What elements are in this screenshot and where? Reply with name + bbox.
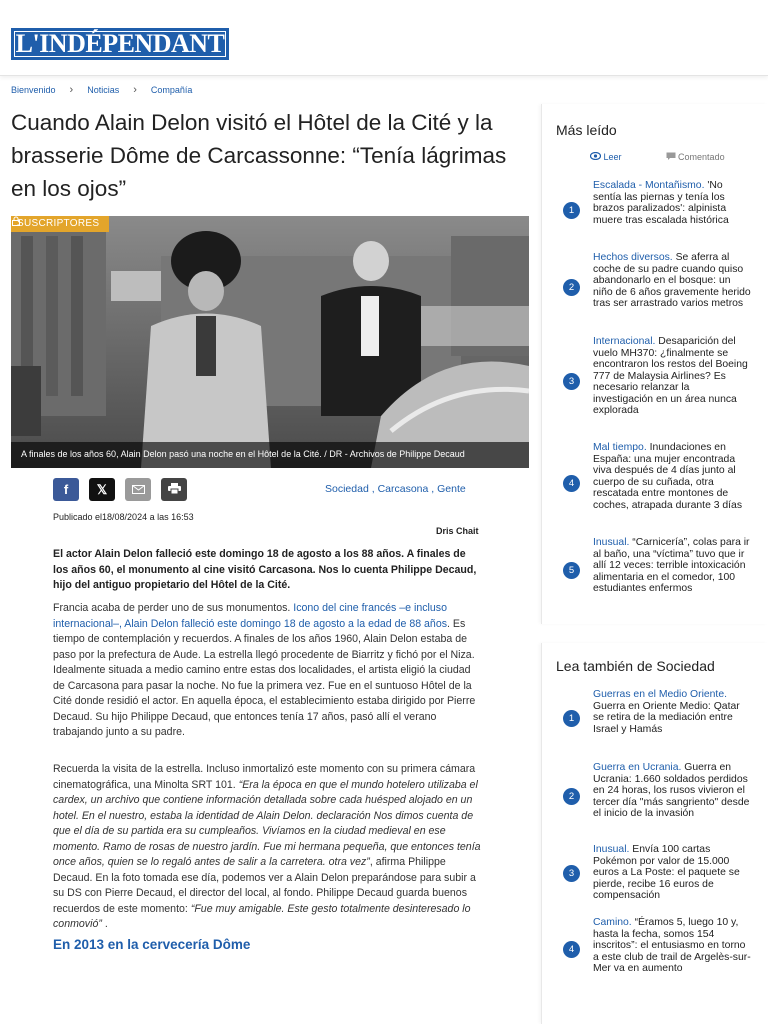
rank-badge: 4 — [563, 941, 580, 958]
item-text: Envía 100 cartas Pokémon por valor de 15.000 euros a La Poste: el paquete se pierde, recibe 16 euros de compensación — [593, 844, 740, 901]
quote-text: “Era la época en que el mundo hotelero utilizaba el cardex, un archivo que contiene información detallada sobre cada huésped alojado en un hotel. En el nuestro, estaba la identidad de Alain Delon. declaración Nos dimos cuenta de que el día de su partida era su cumpleaños. Vivíamos en la ciudad medieval en ese momento. Ramo de rosas de nuestro jardín. Fue mi hermana pequeña, que entonces tenía once años, quien se lo regaló antes de salir a la carretera. otra vez” — [53, 778, 481, 868]
tag-carcassonne[interactable]: Carcasona — [377, 483, 429, 495]
paragraph-text: . Es tiempo de contemplación y recuerdos. A finales de los años 1960, Alain Delon estaba de paso por la prefectura de Aude. La estrella llegó procedente de Biarritz y fichó por el Niza. Idealmente situada a medio camino entre estas dos localidades, el artista eligió la ciudad de Carcasona para pasar la noche. No fue la primera vez. Fue en el suntuoso Hôtel de la Cité donde residió el actor. En aquella época, el establecimiento estaba dirigido por Pierre Decaud. Su hijo Philippe Decaud, que entonces tenía 17 años, pasó allí el verano trabajando junto a su padre. — [53, 617, 476, 738]
article-lead: El actor Alain Delon falleció este domingo 18 de agosto a los 88 años. A finales de los años 60, el monumento al cine visitó Carcasona. Nos lo cuenta Philippe Decaud, hijo del antiguo propietario del Hôtel de la Cité. — [53, 548, 477, 591]
item-category: Inusual. — [593, 844, 630, 855]
x-share-button[interactable] — [89, 478, 115, 501]
item-category: Guerra en Ucrania. — [593, 762, 682, 773]
item-text: “Éramos 5, luego 10 y, hasta la fecha, somos 154 inscritos”: el entusiasmo en torno a este club de trail de Argelès-sur-Mer va en aumento — [593, 917, 751, 974]
rank-badge: 1 — [563, 710, 580, 727]
item-category: Guerras en el Medio Oriente. — [593, 689, 727, 700]
subscribers-badge — [11, 216, 109, 232]
rank-badge: 2 — [563, 279, 580, 296]
item-category: Hechos diversos. — [593, 252, 673, 263]
share-bar — [53, 478, 187, 501]
facebook-share-button[interactable] — [53, 478, 79, 501]
item-category: Camino. — [593, 917, 632, 928]
inline-link-death[interactable]: Icono del cine francés –e incluso internacional–, Alain Delon falleció este domingo 18 de agosto a la edad de 88 años — [53, 602, 448, 630]
mail-icon — [132, 482, 145, 497]
paragraph-text: Francia acaba de perder uno de sus monumentos. — [53, 602, 291, 614]
article-paragraph-2 — [53, 762, 485, 933]
item-text: Se aferra al coche de su padre cuando quiso abandonarlo en el bosque: un niño de 6 años gravemente herido tras ser arrastrado varios metros — [593, 252, 751, 309]
item-category: Escalada - Montañismo. — [593, 180, 705, 191]
paragraph-text: , afirma Philippe Decaud. En la foto tomada ese día, podemos ver a Alain Delon preparándose para subir a su DS con Pierre Decaud, el director del local, al fondo. Philippe Decaud guarda buenos recuerdos de este momento: — [53, 856, 476, 915]
chevron-right-icon: › — [69, 84, 74, 96]
most-read-panel — [541, 104, 768, 624]
tab-commented-label: Comentado — [678, 152, 725, 162]
comment-icon — [666, 152, 676, 160]
item-category: Mal tiempo. — [593, 442, 647, 453]
chevron-right-icon: › — [133, 84, 137, 96]
site-header — [0, 0, 768, 76]
item-text: “Carnicería”, colas para ir al baño, una “víctima” tuvo que ir allí 12 veces: terrible intoxicación alimentaria en el comedor, 100 estudiantes enfermos — [593, 537, 750, 594]
eye-icon — [590, 152, 601, 160]
rank-badge: 3 — [563, 373, 580, 390]
printer-icon — [168, 482, 181, 497]
paragraph-text: . — [104, 918, 108, 930]
item-text: Guerra en Ucrania: 1.660 soldados perdidos en 24 horas, los rusos vivieron el tercer día "más sangriento" desde el inicio de la invasión — [593, 762, 750, 819]
also-read-title: Lea también de Sociedad — [556, 658, 715, 674]
publish-date: Publicado el18/08/2024 a las 16:53 — [53, 512, 194, 522]
tab-read-label: Leer — [603, 152, 622, 162]
article-tags: Sociedad , Carcasona , Gente — [325, 483, 466, 495]
item-text: Inundaciones en España: una mujer encontrada viva después de 4 días junto al cuerpo de su cuñada, otra rescatada entre montones de coches, atrapada durante 3 días — [593, 442, 743, 511]
rank-badge: 4 — [563, 475, 580, 492]
paragraph-text: Recuerda la visita de la estrella. Incluso inmortalizó este momento con su primera cámara cinematográfica, una Minolta SRT 101. — [53, 763, 476, 791]
rank-badge: 3 — [563, 865, 580, 882]
most-read-tabs — [590, 152, 725, 162]
subscribers-label: SUSCRIPTORES — [17, 218, 100, 229]
facebook-icon: f — [63, 482, 69, 497]
photo-illustration — [11, 216, 529, 468]
most-read-title: Más leído — [556, 122, 617, 138]
item-text: 'No sentía las piernas y tenía los brazos paralizados': alpinista muere tras escalada histórica — [593, 180, 729, 226]
quote-text: “Fue muy amigable. Este gesto totalmente desinteresado lo conmovió” — [53, 902, 471, 930]
item-text: Guerra en Oriente Medio: Qatar se retira de la mediación entre Israel y Hamás — [593, 700, 740, 735]
print-button[interactable] — [161, 478, 187, 501]
tab-read[interactable] — [590, 152, 622, 162]
item-category: Internacional. — [593, 336, 656, 347]
item-text: Desaparición del vuelo MH370: ¿finalmente se encontraron los restos del Boeing 777 de Malaysia Airlines? Es necesario relanzar la investigación en un área nunca explorada — [593, 336, 748, 416]
breadcrumb-item-society[interactable]: Compañía — [150, 85, 193, 95]
article-title: Cuando Alain Delon visitó el Hôtel de la Cité y la brasserie Dôme de Carcassonne: “Tenía lágrimas en los ojos” — [11, 110, 507, 201]
tag-society[interactable]: Sociedad — [325, 483, 369, 495]
item-category: Inusual. — [593, 537, 630, 548]
hero-photo[interactable] — [11, 216, 529, 468]
tag-people[interactable]: Gente — [437, 483, 466, 495]
article-paragraph-1 — [53, 601, 485, 741]
breadcrumb — [11, 84, 192, 96]
x-icon: 𝕏 — [96, 481, 108, 497]
rank-badge: 2 — [563, 788, 580, 805]
tab-commented[interactable] — [666, 152, 725, 162]
breadcrumb-item-news[interactable]: Noticias — [87, 85, 120, 95]
breadcrumb-item-home[interactable]: Bienvenido — [11, 85, 56, 95]
also-read-panel — [541, 643, 768, 1024]
author-name[interactable]: Dris Chait — [436, 526, 479, 536]
photo-caption: A finales de los años 60, Alain Delon pasó una noche en el Hôtel de la Cité. / DR - Archivos de Philippe Decaud — [11, 442, 529, 468]
rank-badge: 5 — [563, 562, 580, 579]
article-subheading: En 2013 en la cervecería Dôme — [53, 937, 251, 952]
site-logo[interactable]: L'INDÉPENDANT — [11, 28, 229, 60]
email-share-button[interactable] — [125, 478, 151, 501]
rank-badge: 1 — [563, 202, 580, 219]
